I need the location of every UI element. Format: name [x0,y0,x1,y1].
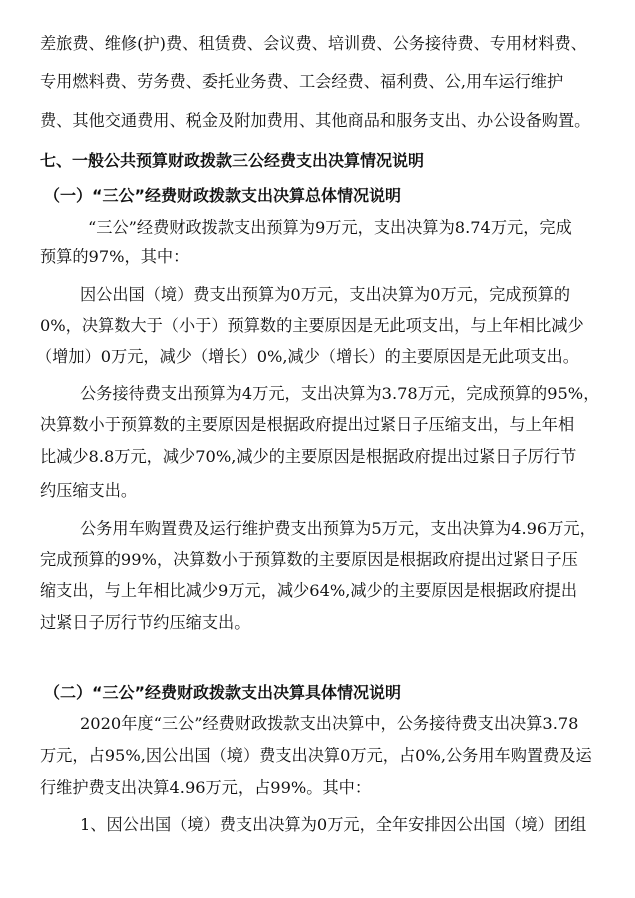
body-line-21: 万元，占95%,因公出国（境）费支出决算0万元，占0%,公务用车购置费及运 [40,746,592,765]
body-line-13: 比减少8.8万元，减少70%,减少的主要原因是根据政府提出过紧日子厉行节 [40,447,577,466]
body-line-9: 0%，决算数大于（小于）预算数的主要原因是无此项支出，与上年相比减少 [40,316,584,335]
body-line-15: 公务用车购置费及运行维护费支出预算为5万元，支出决算为4.96万元， [80,519,596,538]
body-line-10: （增加）0万元，减少（增长）0%,减少（增长）的主要原因是无此项支出。 [36,347,579,366]
body-line-18: 过紧日子厉行节约压缩支出。 [40,613,251,632]
body-line-3: 费、其他交通费用、税金及附加费用、其他商品和服务支出、办公设备购置。 [40,111,591,130]
body-line-8: 因公出国（境）费支出预算为0万元，支出决算为0万元，完成预算的 [80,285,571,304]
subsection-heading-2: （二）“三公”经费财政拨款支出决算具体情况说明 [44,683,402,702]
body-line-17: 缩支出，与上年相比减少9万元，减少64%,减少的主要原因是根据政府提出 [40,581,578,600]
body-line-20: 2020年度“三公”经费财政拨款支出决算中，公务接待费支出决算3.78 [80,714,579,733]
body-line-14: 约压缩支出。 [40,481,138,500]
body-line-12: 决算数小于预算数的主要原因是根据政府提出过紧日子压缩支出，与上年相 [40,415,575,434]
subsection-heading-1: （一）“三公”经费财政拨款支出决算总体情况说明 [44,186,402,205]
section-heading-7: 七、一般公共预算财政拨款三公经费支出决算情况说明 [40,151,425,170]
body-line-6: “三公”经费财政拨款支出预算为9万元，支出决算为8.74万元，完成 [88,218,572,237]
body-line-22: 行维护费支出决算4.96万元，占99%。其中： [40,778,372,797]
body-line-1: 差旅费、维修(护)费、租赁费、会议费、培训费、公务接待费、专用材料费、 [40,34,587,53]
body-line-7: 预算的97%，其中： [40,247,190,266]
body-line-16: 完成预算的99%，决算数小于预算数的主要原因是根据政府提出过紧日子压 [40,550,578,569]
body-line-11: 公务接待费支出预算为4万元，支出决算为3.78万元，完成预算的95%， [80,384,600,403]
body-line-23: 1、因公出国（境）费支出决算为0万元，全年安排因公出国（境）团组 [80,815,587,834]
body-line-2: 专用燃料费、劳务费、委托业务费、工会经费、福利费、公,用车运行维护 [40,72,564,91]
